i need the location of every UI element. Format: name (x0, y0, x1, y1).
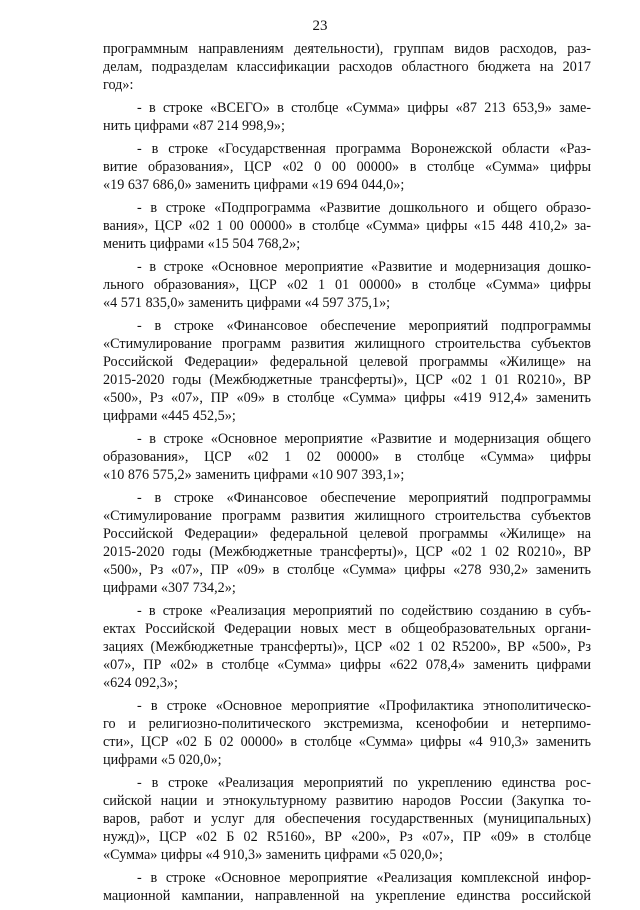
paragraph (103, 697, 591, 769)
text-line: 2015-2020 годы (Межбюджетные трансферты)», ЦСР «02 1 01 R0210», ВР (103, 372, 591, 388)
text-line: - в строке «Основное мероприятие «Развитие и модернизация общего (137, 431, 591, 447)
paragraph (103, 199, 591, 253)
text-line: Российской Федерации» федеральной целевой программы «Жилище» на (103, 354, 591, 370)
text-line: «500», Рз «07», ПР «09» в столбце «Сумма» цифры «278 930,2» заменить (103, 562, 591, 578)
paragraph (103, 430, 591, 484)
text-line: год»: (103, 77, 134, 93)
text-line: - в строке «Подпрограмма «Развитие дошкольного и общего образо- (137, 200, 591, 216)
text-line: - в строке «Основное мероприятие «Развитие и модернизация дошко- (137, 259, 591, 275)
text-line: «07», ПР «02» в столбце «Сумма» цифры «622 078,4» заменить цифрами (103, 657, 591, 673)
text-line: го и религиозно-политического экстремизма, ксенофобии и нетерпимо- (103, 716, 591, 732)
text-line: сти», ЦСР «02 Б 02 00000» в столбце «Сумма» цифры «4 910,3» заменить (103, 734, 591, 750)
document-body (103, 40, 591, 910)
text-line: сийской нации и этнокультурному развитию народов России (Закупка то- (103, 793, 591, 809)
text-line: нужд)», ЦСР «02 Б 02 R5160», ВР «200», Рз «07», ПР «09» в столбце (103, 829, 591, 845)
text-line: - в строке «Реализация мероприятий по содействию созданию в субъ- (137, 603, 591, 619)
text-line: мационной кампании, направленной на укрепление единства российской (103, 888, 591, 904)
paragraph (103, 489, 591, 597)
paragraph (103, 869, 591, 905)
paragraph (103, 99, 591, 135)
text-line: «Стимулирование программ развития жилищного строительства субъектов (103, 508, 591, 524)
text-line: варов, работ и услуг для обеспечения государственных (муниципальных) (103, 811, 591, 827)
text-line: 2015-2020 годы (Межбюджетные трансферты)», ЦСР «02 1 02 R0210», ВР (103, 544, 591, 560)
text-line: вания», ЦСР «02 1 00 00000» в столбце «Сумма» цифры «15 448 410,2» за- (103, 218, 591, 234)
paragraph (103, 774, 591, 864)
paragraph (103, 602, 591, 692)
text-line: зациях (Межбюджетные трансферты)», ЦСР «02 1 02 R5200», ВР «500», Рз (103, 639, 591, 655)
text-line: - в строке «Финансовое обеспечение мероприятий подпрограммы (137, 490, 591, 506)
text-line: цифрами «5 020,0»; (103, 752, 222, 768)
page-number: 23 (312, 18, 328, 34)
paragraph (103, 317, 591, 425)
text-line: менить цифрами «15 504 768,2»; (103, 236, 301, 252)
text-line: цифрами «307 734,2»; (103, 580, 236, 596)
text-line: - в строке «Основное мероприятие «Реализация комплексной инфор- (137, 870, 591, 886)
text-line: льного образования», ЦСР «02 1 01 00000» в столбце «Сумма» цифры (103, 277, 591, 293)
text-line: ектах Российской Федерации новых мест в общеобразовательных органи- (103, 621, 591, 637)
text-line: - в строке «Государственная программа Воронежской области «Раз- (137, 141, 591, 157)
text-line: - в строке «ВСЕГО» в столбце «Сумма» цифры «87 213 653,9» заме- (137, 100, 591, 116)
text-line: «19 637 686,0» заменить цифрами «19 694 044,0»; (103, 177, 405, 193)
text-line: делам, подразделам классификации расходов областного бюджета на 2017 (103, 59, 591, 75)
text-line: «500», Рз «07», ПР «09» в столбце «Сумма» цифры «419 912,4» заменить (103, 390, 591, 406)
text-line: «Стимулирование программ развития жилищного строительства субъектов (103, 336, 591, 352)
text-line: Российской Федерации» федеральной целевой программы «Жилище» на (103, 526, 591, 542)
text-line: витие образования», ЦСР «02 0 00 00000» в столбце «Сумма» цифры (103, 159, 591, 175)
text-line: «624 092,3»; (103, 675, 178, 691)
text-line: - в строке «Реализация мероприятий по укреплению единства рос- (137, 775, 591, 791)
paragraph (103, 258, 591, 312)
text-line: «Сумма» цифры «4 910,3» заменить цифрами «5 020,0»; (103, 847, 443, 863)
text-line: образования», ЦСР «02 1 02 00000» в столбце «Сумма» цифры (103, 449, 591, 465)
text-line: «4 571 835,0» заменить цифрами «4 597 375,1»; (103, 295, 391, 311)
text-line: программным направлениям деятельности), группам видов расходов, раз- (103, 41, 591, 57)
paragraph (103, 140, 591, 194)
text-line: - в строке «Основное мероприятие «Профилактика этнополитическо- (137, 698, 591, 714)
text-line: «10 876 575,2» заменить цифрами «10 907 393,1»; (103, 467, 405, 483)
paragraph (103, 40, 591, 94)
text-line: - в строке «Финансовое обеспечение мероприятий подпрограммы (137, 318, 591, 334)
text-line: цифрами «445 452,5»; (103, 408, 236, 424)
text-line: нить цифрами «87 214 998,9»; (103, 118, 285, 134)
